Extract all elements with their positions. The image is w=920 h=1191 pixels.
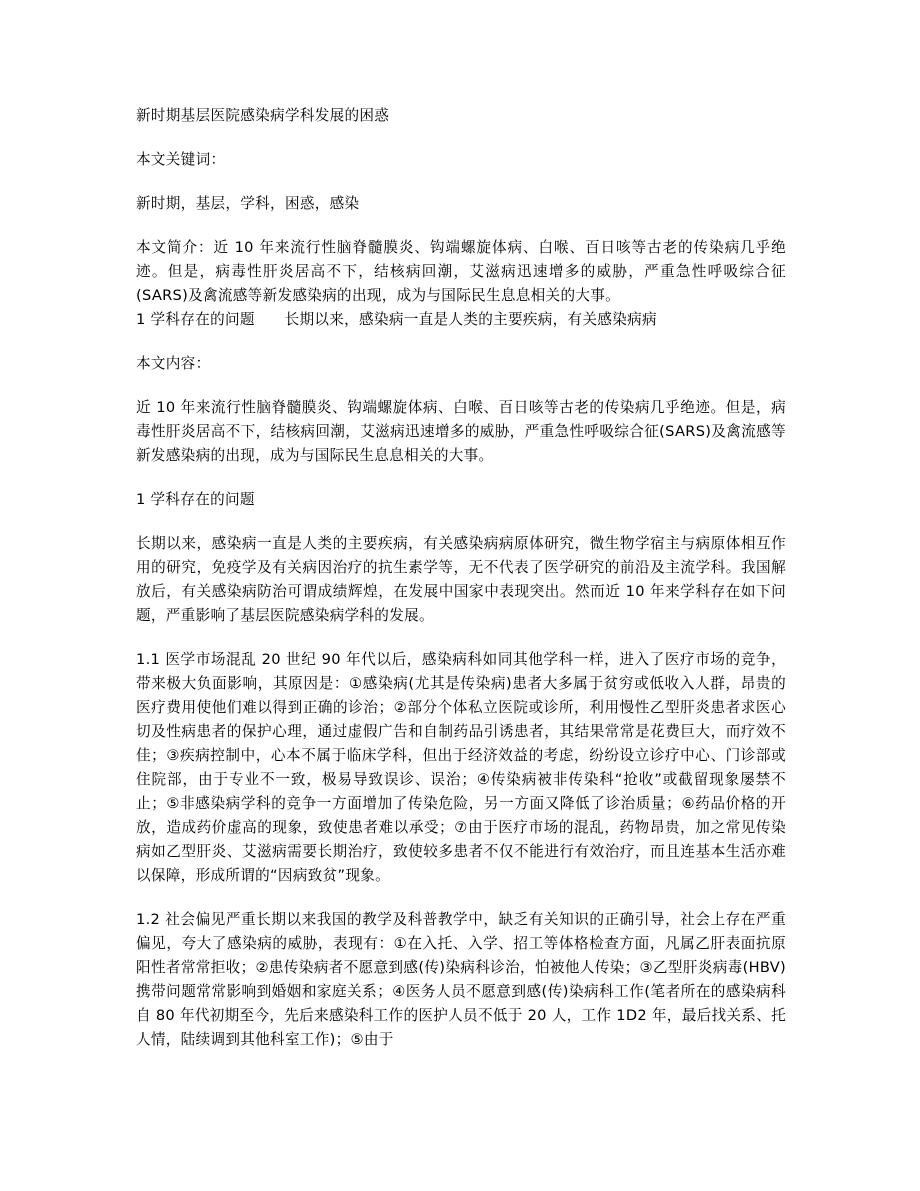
content-label: 本文内容： [136,355,211,372]
section1-1-paragraph: 1.1 医学市场混乱 20 世纪 90 年代以后，感染病科如同其他学科一样，进入了医疗市场的竞争，带来极大负面影响，其原因是：①感染病(尤其是传染病)患者大多属于贫穷或低收入人群，昂贵的医疗费用使他们难以得到正确的诊治；②部分个体私立医院或诊所，利用慢性乙型肝炎患者求医心切及性病患者的保护心理，通过虚假广告和自制药品引诱患者，其结果常常是花费巨大，而疗效不佳；③疾病控制中，心本不属于临床学科，但出于经济效益的考虑，纷纷设立诊疗中心、门诊部或住院部，由于专业不一致，极易导致误诊、误治；④传染病被非传染科“抢收”或截留现象屡禁不止；⑤非感染病学科的竞争一方面增加了传染危险，另一方面又降低了诊治质量；⑥药品价格的开放，造成药价虚高的现象，致使患者难以承受；⑦由于医疗市场的混乱，药物昂贵，加之常见传染病如乙型肝炎、艾滋病需要长期治疗，致使较多患者不仅不能进行有效治疗，而且连基本生活亦难以保障，形成所谓的“因病致贫”现象。 [136,651,786,884]
summary-tail: 1 学科存在的问题 长期以来，感染病一直是人类的主要疾病，有关感染病病 [136,311,657,328]
keywords-label: 本文关键词： [136,151,226,168]
document-title: 新时期基层医院感染病学科发展的困惑 [136,107,390,124]
keywords-text: 新时期，基层，学科，困惑，感染 [136,195,360,212]
section1-2-paragraph: 1.2 社会偏见严重长期以来我国的教学及科普教学中，缺乏有关知识的正确引导，社会上存在严重偏见，夸大了感染病的威胁，表现有：①在入托、入学、招工等体格检查方面，凡属乙肝表面抗原阳性者常常拒收；②患传染病者不愿意到感(传)染病科诊治，怕被他人传染；③乙型肝炎病毒(HBV)携带问题常常影响到婚姻和家庭关系；④医务人员不愿意到感(传)染病科工作(笔者所在的感染病科自 80 年代初期至今，先后来感染科工作的医护人员不低于 20 人，工作 1D2 年，最后找关系、托人情，陆续调到其他科室工作)；⑤由于 [136,911,786,1048]
summary-text: 本文简介：近 10 年来流行性脑脊髓膜炎、钩端螺旋体病、白喉、百日咳等古老的传染病几乎绝迹。但是，病毒性肝炎居高不下，结核病回潮，艾滋病迅速增多的威胁，严重急性呼吸综合征(SARS)及禽流感等新发感染病的出现，成为与国际民生息息相关的大事。 [136,239,786,304]
section1-body: 长期以来，感染病一直是人类的主要疾病，有关感染病病原体研究，微生物学宿主与病原体相互作用的研究，免疫学及有关病因治疗的抗生素学等，无不代表了医学研究的前沿及主流学科。我国解放后，有关感染病防治可谓成绩辉煌，在发展中国家中表现突出。然而近 10 年来学科存在如下问题，严重影响了基层医院感染病学科的发展。 [136,535,786,624]
section1-heading: 1 学科存在的问题 [136,491,255,508]
intro-paragraph: 近 10 年来流行性脑脊髓膜炎、钩端螺旋体病、白喉、百日咳等古老的传染病几乎绝迹。但是，病毒性肝炎居高不下，结核病回潮，艾滋病迅速增多的威胁，严重急性呼吸综合征(SARS)及禽流感等新发感染病的出现，成为与国际民生息息相关的大事。 [136,399,786,464]
document-page [136,104,786,1052]
